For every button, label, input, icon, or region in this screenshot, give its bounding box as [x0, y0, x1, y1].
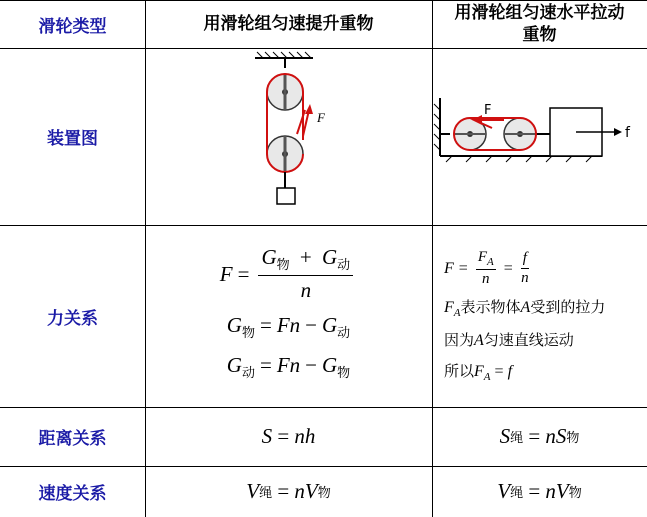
- subscript-wu: 物: [337, 366, 351, 381]
- lift-force-formulas: [145, 225, 432, 407]
- symbol-F: F: [477, 249, 487, 265]
- lift-force-eq3: [227, 353, 350, 381]
- lift-force-label: F: [317, 110, 325, 125]
- symbol-Fn: Fn: [276, 353, 301, 377]
- lift-pulley-svg: [145, 48, 432, 225]
- horizontal-force-label: F: [484, 103, 492, 118]
- equals-sign: =: [272, 424, 295, 448]
- lift-pulley-diagram: [145, 48, 432, 225]
- plus-sign: +: [299, 245, 312, 269]
- equals-sign: =: [458, 259, 468, 277]
- subscript-A: A: [486, 256, 494, 268]
- symbol-G: G: [322, 245, 338, 269]
- equals-sign: =: [523, 479, 546, 503]
- text-uniform-motion: 匀速直线运动: [483, 331, 574, 349]
- header-horizontal-line1: 用滑轮组匀速水平拉动: [454, 3, 625, 23]
- horizontal-force-formulas: [432, 225, 647, 407]
- subscript-sheng: 绳: [259, 486, 273, 501]
- fraction: [258, 245, 353, 303]
- symbol-f: f: [507, 363, 513, 380]
- symbol-nV: nV: [294, 479, 318, 503]
- row-label-force: 力关系: [47, 308, 98, 329]
- equals-sign: =: [259, 313, 272, 337]
- symbol-S: S: [261, 424, 273, 448]
- fraction-numerator: f: [521, 250, 529, 269]
- fraction-denominator: n: [521, 270, 529, 286]
- lift-force-eq2: [227, 313, 350, 341]
- symbol-F: F: [219, 261, 233, 286]
- lift-force-eq1: [220, 245, 357, 303]
- symbol-V: V: [497, 479, 511, 503]
- subscript-dong: 动: [337, 258, 351, 273]
- subscript-sheng: 绳: [510, 486, 524, 501]
- text-represents: 表示物体: [460, 298, 521, 316]
- subscript-dong: 动: [337, 326, 351, 341]
- equals-sign: =: [237, 261, 250, 286]
- minus-sign: −: [305, 353, 317, 377]
- header-horizontal-column: [432, 0, 647, 48]
- header-type-label: 滑轮类型: [38, 16, 107, 37]
- subscript-wu: 物: [317, 486, 331, 501]
- horizontal-pulley-diagram: [432, 48, 647, 225]
- minus-sign: −: [305, 313, 317, 337]
- subscript-wu: 物: [568, 486, 582, 501]
- horizontal-force-line4: [444, 360, 512, 383]
- text-pull-force: 受到的拉力: [530, 298, 606, 316]
- text-therefore: 所以: [444, 362, 475, 380]
- lift-speed-formula: [145, 466, 432, 517]
- row-label-distance: 距离关系: [38, 429, 107, 449]
- fraction: [521, 250, 529, 287]
- header-horizontal-line2: 重物: [522, 25, 557, 45]
- horizontal-force-eq1: [444, 249, 532, 288]
- equals-sign: =: [259, 353, 272, 377]
- equals-sign: =: [523, 424, 546, 448]
- subscript-wu: 物: [276, 258, 290, 273]
- symbol-F: F: [444, 259, 454, 277]
- subscript-wu: 物: [241, 326, 255, 341]
- horizontal-speed-formula: [432, 466, 647, 517]
- horizontal-distance-formula: [432, 407, 647, 466]
- lift-distance-formula: [145, 407, 432, 466]
- horizontal-pulley-svg: [432, 48, 647, 225]
- subscript-A: A: [453, 307, 461, 319]
- symbol-nV: nV: [545, 479, 569, 503]
- symbol-Fn: Fn: [276, 313, 301, 337]
- equals-sign: =: [490, 363, 508, 380]
- text-because: 因为: [444, 331, 475, 349]
- symbol-G: G: [261, 245, 277, 269]
- fraction: [476, 249, 496, 288]
- subscript-sheng: 绳: [510, 431, 524, 446]
- horizontal-force-line2: [444, 296, 605, 319]
- header-lift-column: 用滑轮组匀速提升重物: [203, 14, 374, 34]
- subscript-A: A: [483, 371, 491, 383]
- fraction-denominator: n: [300, 278, 312, 302]
- subscript-wu: 物: [566, 431, 580, 446]
- symbol-A: A: [520, 299, 531, 316]
- subscript-dong: 动: [241, 366, 255, 381]
- symbol-S: S: [499, 424, 511, 448]
- fraction-numerator: [476, 249, 496, 270]
- row-label-device: 装置图: [47, 129, 98, 149]
- equals-sign: =: [272, 479, 295, 503]
- symbol-G: G: [322, 313, 338, 337]
- fraction-denominator: n: [482, 271, 490, 287]
- symbol-G: G: [322, 353, 338, 377]
- symbol-A: A: [474, 332, 484, 349]
- symbol-F: F: [474, 363, 484, 380]
- horizontal-pull-label: f: [625, 125, 630, 141]
- row-label-speed: 速度关系: [38, 484, 107, 504]
- fraction-numerator: [258, 245, 353, 276]
- symbol-V: V: [246, 479, 260, 503]
- symbol-nS: nS: [545, 424, 567, 448]
- equals-sign: =: [503, 259, 513, 277]
- symbol-G: G: [226, 353, 242, 377]
- symbol-F: F: [444, 299, 454, 316]
- symbol-G: G: [226, 313, 242, 337]
- horizontal-force-line3: [444, 329, 574, 350]
- symbol-nh: nh: [294, 424, 316, 448]
